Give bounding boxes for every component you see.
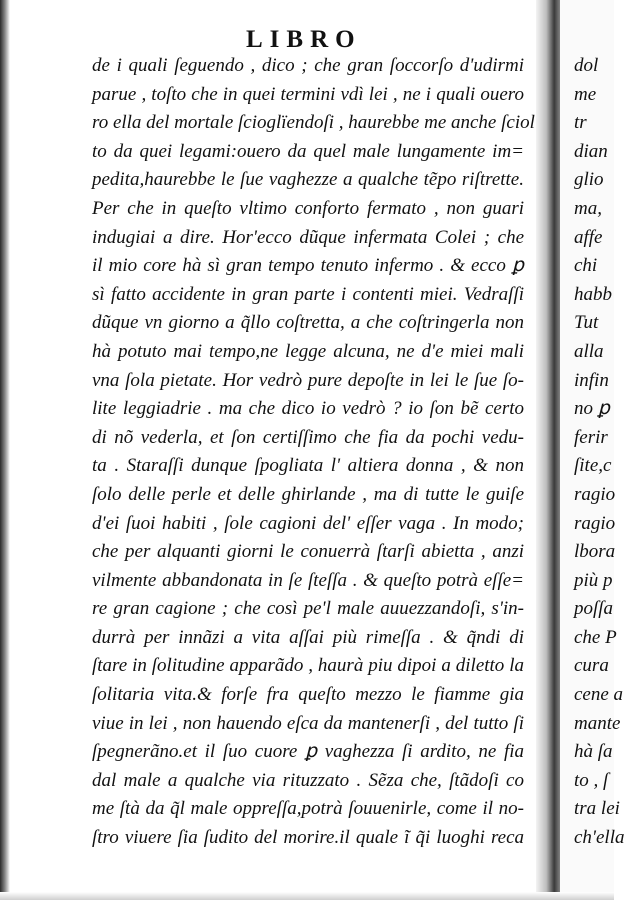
- facing-text-line: ma,: [574, 197, 602, 219]
- facing-text-line: hà ſa: [574, 741, 613, 763]
- text-line: ro ella del mortale ſcioglïendoſi , haurebbe me anche ſciol: [92, 112, 535, 134]
- left-edge-shadow: [0, 0, 10, 900]
- facing-text-line: che P: [574, 626, 617, 648]
- text-line: dal male a qualche via rituzzato . Sẽza che, ſtãdoſi co: [92, 769, 524, 791]
- text-line: il mio core hà sì gran tempo tenuto infermo . & ecco ꝑ: [92, 255, 524, 277]
- text-line: ſpegnerãno.et il ſuo cuore ꝑ vaghezza ſi ardito, ne fia: [92, 741, 524, 763]
- text-line: de i quali ſeguendo , dico ; che gran ſoccorſo d'udirmi: [92, 55, 524, 76]
- facing-text-line: me: [574, 83, 597, 105]
- text-line: dũque vn giorno a q̃llo coſtretta, a che coſtringerla non: [92, 312, 524, 334]
- book-gutter: [536, 0, 562, 900]
- facing-text-line: tra lei: [574, 798, 620, 820]
- text-line: ſolitaria vita.& forſe fra queſto mezzo le fiamme gia: [92, 684, 524, 706]
- facing-text-line: ragio: [574, 512, 616, 534]
- text-line: ſtare in ſolitudine apparãdo , haurà piu dipoi a diletto la: [92, 655, 524, 677]
- facing-text-line: dian: [574, 140, 608, 162]
- facing-page-text: [574, 52, 625, 853]
- text-line: me ſtà da q̃l male oppreſſa,potrà ſouuenirle, come il no-: [92, 798, 524, 820]
- bottom-edge-shadow: [0, 892, 614, 900]
- text-line: indugiai a dire. Hor'ecco dũque infermata Colei ; che: [92, 226, 524, 248]
- text-line: parue , toſto che in quei termini vdì lei , ne i quali ouero: [92, 83, 524, 105]
- facing-text-line: affe: [574, 226, 603, 248]
- text-line: ta . Staraſſi dunque ſpogliata l' altiera donna , & non: [92, 455, 524, 477]
- facing-text-line: ragio: [574, 483, 616, 505]
- text-line: hà potuto mai tempo,ne legge alcuna, ne d'e miei mali: [92, 340, 524, 362]
- facing-text-line: più p: [574, 569, 613, 591]
- facing-text-line: chi: [574, 255, 598, 277]
- text-line: che per alquanti giorni le conuerrà ſtarſi abietta , anzi: [92, 541, 524, 563]
- facing-text-line: habb: [574, 283, 612, 305]
- text-line: ſtro viuere ſia ſudito del morire.il quale ĩ q̃i luoghi reca: [92, 827, 524, 849]
- facing-text-line: poſſa: [574, 598, 614, 620]
- text-line: pedita,haurebbe le ſue vaghezze a qualche tẽpo riſtrette.: [92, 169, 524, 191]
- facing-text-line: glio: [574, 169, 604, 191]
- text-line: lite leggiadrie . ma che dico io vedrò ? io ſon bẽ certo: [92, 398, 524, 420]
- left-page: [10, 0, 538, 900]
- text-line: to da quei legami:ouero da quel male lungamente im=: [92, 140, 524, 162]
- facing-text-line: ſite,c: [574, 455, 612, 477]
- facing-text-line: mante: [574, 712, 621, 734]
- running-head: LIBRO: [246, 26, 362, 53]
- body-text: [92, 52, 535, 853]
- facing-text-line: dol: [574, 55, 599, 76]
- facing-text-line: infin: [574, 369, 609, 391]
- text-line: sì fatto accidente in gran parte i contenti miei. Vedraſſi: [92, 283, 524, 305]
- facing-text-line: tr: [574, 112, 587, 134]
- facing-text-line: cene a: [574, 684, 624, 706]
- facing-text-line: ferir: [574, 426, 608, 448]
- text-line: vna ſola pietate. Hor vedrò pure depoſte in lei le ſue ſo-: [92, 369, 524, 391]
- facing-text-line: alla: [574, 340, 604, 362]
- facing-text-line: ch'ella: [574, 827, 625, 849]
- text-line: Per che in queſto vltimo conforto fermato , non guari: [92, 197, 524, 219]
- facing-text-line: to , ſ: [574, 769, 609, 791]
- facing-page: [560, 0, 625, 900]
- text-line: vilmente abbandonata in ſe ſteſſa . & queſto potrà eſſe=: [92, 569, 524, 591]
- text-line: viue in lei , non hauendo eſca da mantenerſi , del tutto ſi: [92, 712, 524, 734]
- facing-text-line: Tut: [574, 312, 599, 334]
- text-line: di nõ vederla, et ſon certiſſimo che fia da pochi vedu-: [92, 426, 524, 448]
- text-line: ſolo delle perle et delle ghirlande , ma di tutte le guiſe: [92, 483, 524, 505]
- facing-text-line: lbora: [574, 541, 616, 563]
- text-line: durrà per innãzi a vita aſſai più rimeſſa . & q̃ndi di: [92, 626, 524, 648]
- facing-text-line: no ꝑ: [574, 398, 610, 420]
- text-line: re gran cagione ; che così pe'l male auuezzandoſi, s'in-: [92, 598, 524, 620]
- text-line: d'ei ſuoi habiti , ſole cagioni del' eſſer vaga . In modo;: [92, 512, 524, 534]
- facing-text-line: cura: [574, 655, 609, 677]
